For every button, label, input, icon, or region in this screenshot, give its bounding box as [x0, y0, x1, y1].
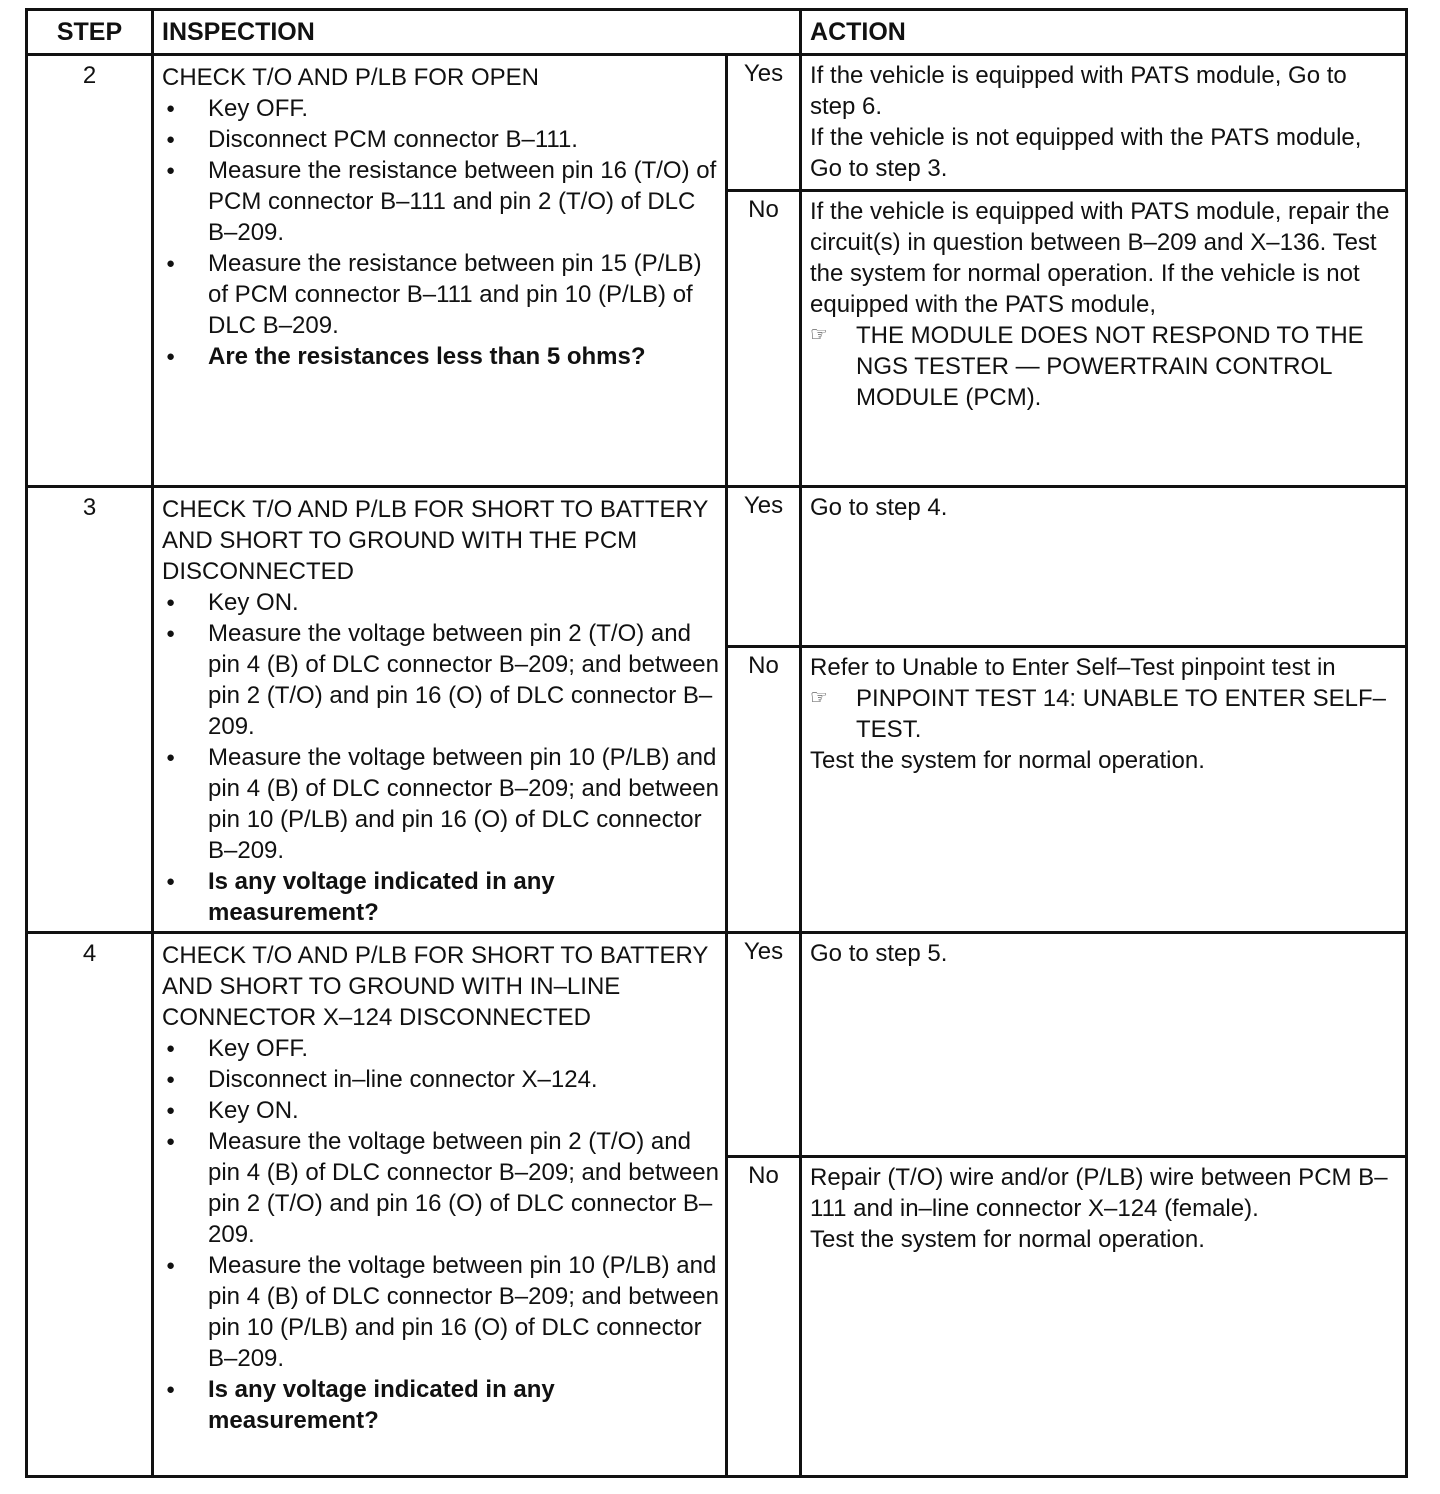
action-text: If the vehicle is not equipped with the PATS module, Go to step 3. [810, 124, 1362, 182]
bullet-item: ● Measure the voltage between pin 10 (P/LB) and pin 4 (B) of DLC connector B–209; and between pin 10 (P/LB) and pin 16 (O) of DLC connector B–209. [162, 1250, 719, 1374]
inspection-cell [153, 933, 727, 1477]
reference-text: THE MODULE DOES NOT RESPOND TO THE NGS TESTER — POWERTRAIN CONTROL MODULE (PCM). [856, 322, 1364, 411]
inspection-title: CHECK T/O AND P/LB FOR SHORT TO BATTERY AND SHORT TO GROUND WITH IN–LINE CONNECTOR X–124 DISCONNECTED [162, 942, 708, 1031]
step-3-yes-row [27, 487, 1407, 647]
header-action: ACTION [801, 10, 1407, 55]
bullet-item: ● Disconnect PCM connector B–111. [162, 124, 719, 155]
reference-text: PINPOINT TEST 14: UNABLE TO ENTER SELF–TEST. [856, 685, 1386, 743]
bullet-question: ● Is any voltage indicated in any measurement? [162, 866, 719, 928]
bullet-item: ● Key ON. [162, 1095, 719, 1126]
header-inspection: INSPECTION [153, 10, 801, 55]
no-action [801, 647, 1407, 933]
no-action [801, 1157, 1407, 1477]
yes-label: Yes [727, 55, 801, 191]
bullet-question: ● Is any voltage indicated in any measurement? [162, 1374, 719, 1436]
step-4-yes-row [27, 933, 1407, 1157]
no-label: No [727, 647, 801, 933]
pointing-hand-icon: ☞ [810, 687, 828, 709]
inspection-cell [153, 55, 727, 487]
diagnostic-table [25, 8, 1408, 1478]
no-action [801, 191, 1407, 487]
action-text: Refer to Unable to Enter Self–Test pinpoint test in [810, 654, 1336, 681]
reference [810, 683, 1397, 745]
action-text: Test the system for normal operation. [810, 747, 1205, 774]
inspection-cell [153, 487, 727, 933]
yes-action: Go to step 5. [801, 933, 1407, 1157]
no-label: No [727, 191, 801, 487]
action-text: Repair (T/O) wire and/or (P/LB) wire between PCM B–111 and in–line connector X–124 (female). [810, 1164, 1388, 1222]
action-text: If the vehicle is equipped with PATS module, Go to step 6. [810, 62, 1347, 120]
header-step: STEP [27, 10, 153, 55]
step-number: 3 [27, 487, 153, 933]
inspection-title: CHECK T/O AND P/LB FOR SHORT TO BATTERY AND SHORT TO GROUND WITH THE PCM DISCONNECTED [162, 496, 708, 585]
no-label: No [727, 1157, 801, 1477]
yes-action: Go to step 4. [801, 487, 1407, 647]
yes-action [801, 55, 1407, 191]
bullet-item: ● Key OFF. [162, 1033, 719, 1064]
bullet-item: ● Measure the voltage between pin 2 (T/O) and pin 4 (B) of DLC connector B–209; and between pin 2 (T/O) and pin 16 (O) of DLC connector B–209. [162, 618, 719, 742]
bullet-item: ● Measure the resistance between pin 15 (P/LB) of PCM connector B–111 and pin 10 (P/LB) of DLC B–209. [162, 248, 719, 341]
bullet-item: ● Measure the resistance between pin 16 (T/O) of PCM connector B–111 and pin 2 (T/O) of DLC B–209. [162, 155, 719, 248]
bullet-question: ● Are the resistances less than 5 ohms? [162, 341, 719, 372]
bullet-item: ● Disconnect in–line connector X–124. [162, 1064, 719, 1095]
action-text: If the vehicle is equipped with PATS module, repair the circuit(s) in question between B–209 and X–136. Test the system for normal operation. If the vehicle is not equipped with the PATS module, [810, 198, 1390, 318]
inspection-title: CHECK T/O AND P/LB FOR OPEN [162, 64, 539, 91]
reference [810, 320, 1397, 413]
inspection-bullets [162, 93, 719, 372]
yes-label: Yes [727, 487, 801, 647]
inspection-bullets [162, 587, 719, 928]
step-number: 2 [27, 55, 153, 487]
action-text: Test the system for normal operation. [810, 1226, 1205, 1253]
bullet-item: ● Key OFF. [162, 93, 719, 124]
bullet-item: ● Measure the voltage between pin 2 (T/O) and pin 4 (B) of DLC connector B–209; and between pin 2 (T/O) and pin 16 (O) of DLC connector B–209. [162, 1126, 719, 1250]
yes-label: Yes [727, 933, 801, 1157]
pointing-hand-icon: ☞ [810, 324, 828, 346]
header-row [27, 10, 1407, 55]
bullet-item: ● Key ON. [162, 587, 719, 618]
bullet-item: ● Measure the voltage between pin 10 (P/LB) and pin 4 (B) of DLC connector B–209; and between pin 10 (P/LB) and pin 16 (O) of DLC connector B–209. [162, 742, 719, 866]
step-2-yes-row [27, 55, 1407, 191]
step-number: 4 [27, 933, 153, 1477]
inspection-bullets [162, 1033, 719, 1436]
